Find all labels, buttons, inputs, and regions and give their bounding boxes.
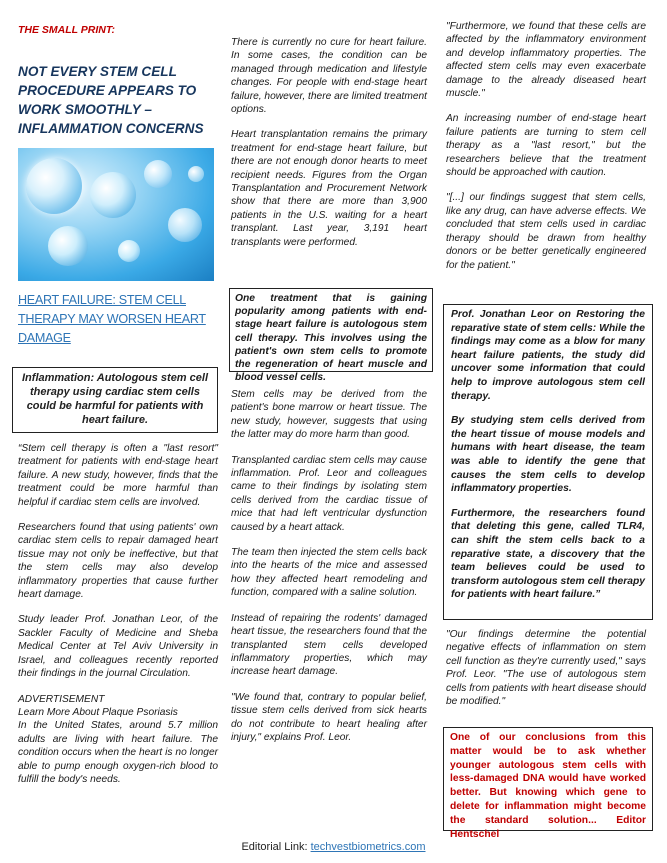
body-paragraph: In the United States, around 5.7 million adults are living with heart failure. The condition occurs when the heart is no longer able to pump enough oxygen-rich blood to fulfill the body's needs. [18,720,218,785]
stem-cell-graphic [144,160,172,188]
quote-paragraph: Prof. Jonathan Leor on Restoring the reparative state of stem cells: While the findings may come as a blow for many heart failure patients, the study did uncover some information that could help to improve autologous stem cell therapy. [451,309,645,402]
editor-note-box: One of our conclusions from this matter would be to ask whether younger autologous stem cells with less-damaged DNA would have worked better. But knowing which gene to delete for inflammation might become the standard solution... Editor Hentschel [443,727,653,831]
body-paragraph: "[...] our findings suggest that stem cells, like any drug, can have adverse effects. We concluded that stem cells used in cardiac therapy should be drawn from healthy donors or be better genetically engineered for the patient." [446,192,646,271]
inflammation-callout-box: Inflammation: Autologous stem cell therapy using cardiac stem cells could be harmful for patients with heart failure. [12,367,218,433]
body-paragraph: Study leader Prof. Jonathan Leor, of the Sackler Faculty of Medicine and Sheba Medical Center at Tel Aviv University in Israel, and colleagues recently reported their findings in the journal Circulation. [18,614,218,680]
stem-cell-graphic [90,172,136,218]
column-middle-bottom [231,388,427,756]
body-paragraph: Researchers found that using patients' own cardiac stem cells to repair damaged heart tissue may not only be ineffective, but that the stem cells may also develop inflammatory properties that cause further heart damage. [18,522,218,601]
body-paragraph: There is currently no cure for heart failure. In some cases, the condition can be managed through medication and lifestyle changes. For people with end-stage heart failure, however, there are limited treatment options. [231,37,427,116]
stem-cell-graphic [118,240,140,262]
body-paragraph: Heart transplantation remains the primary treatment for end-stage heart failure, but there are not enough donor hearts to meet recipient needs. Figures from the Organ Transplantation and Procurement Network show that there are more than 3,900 patients in the U.S. waiting for a heart transplant. Last year, 3,191 heart transplants were performed. [231,129,427,248]
leor-quote-box [443,304,653,620]
advertisement-title[interactable]: Learn More About Plaque Psoriasis [18,706,178,718]
column-left [18,442,218,798]
body-paragraph: Instead of repairing the rodents' damaged heart tissue, the researchers found that the transplanted stem cells developed inflammatory properties, which may increase heart damage. [231,612,427,678]
footer [0,841,667,853]
article-headline: NOT EVERY STEM CELL PROCEDURE APPEARS TO WORK SMOOTHLY – INFLAMMATION CONCERNS [18,64,204,136]
body-paragraph: "Furthermore, we found that these cells are affected by the inflammatory environment and develop inflammatory properties. The affected stem cells may even exacerbate damage to the already diseased heart muscle." [446,21,646,100]
quote-paragraph: Furthermore, the researchers found that deleting this gene, called TLR4, can shift the stem cells back to a reparative state, a discovery that the team believes could be used to transform autologous stem cell therapy for patients with heart failure.” [451,507,645,601]
treatment-callout-box: One treatment that is gaining popularity among patients with end-stage heart failure is autologous stem cell therapy. This involves using the patient's own stem cells to promote the regeneration of heart muscle and blood vessel cells. [229,288,433,372]
body-paragraph: An increasing number of end-stage heart failure patients are turning to stem cell therapy as a "last resort," but the researchers believe that the treatment should be approached with caution. [446,113,646,179]
column-middle-top [231,36,427,261]
stem-cell-graphic [48,226,88,266]
column-right-top [446,20,646,284]
quote-paragraph: By studying stem cells derived from the heart tissue of mouse models and humans with heart disease, the team was able to identify the gene that causes the stem cells to develop inflammatory properties. [451,415,645,495]
column-right-bottom [446,628,646,720]
body-paragraph: The team then injected the stem cells back into the hearts of the mice and assessed how they affected heart remodeling and function, compared with a saline solution. [231,547,427,599]
footer-label: Editorial Link: [241,841,308,853]
stem-cell-graphic [168,208,202,242]
article-link-title[interactable]: HEART FAILURE: STEM CELL THERAPY MAY WORSEN HEART DAMAGE [18,293,206,345]
body-paragraph: “Stem cell therapy is often a "last resort" treatment for patients with end-stage heart failure. A new study, however, finds that the treatment could be more harmful than helpful if cardiac stem cells are involved. [18,443,218,508]
stem-cells-image [18,148,214,281]
body-paragraph: "We found that, contrary to popular belief, tissue stem cells derived from sick hearts do not contribute to heart healing after injury," explains Prof. Leor. [231,691,427,743]
stem-cell-graphic [26,158,82,214]
body-paragraph: Transplanted cardiac stem cells may cause inflammation. Prof. Leor and colleagues came to their findings by isolating stem cells derived from the cardiac tissue of mice that had left ventricular dysfunction caused by a heart attack. [231,454,427,533]
body-paragraph: Stem cells may be derived from the patient's bone marrow or heart tissue. The new study, however, suggests that using the latter may do more harm than good. [231,389,427,441]
kicker-label: THE SMALL PRINT: [18,24,116,36]
body-paragraph: "Our findings determine the potential negative effects of inflammation on stem cell function as they're currently used," says Prof. Leor. "The use of autologous stem cells from patients with heart disease should be modified." [446,629,646,708]
advertisement-label: ADVERTISEMENT [18,693,105,705]
footer-link[interactable]: techvestbiometrics.com [310,841,426,853]
stem-cell-graphic [188,166,204,182]
